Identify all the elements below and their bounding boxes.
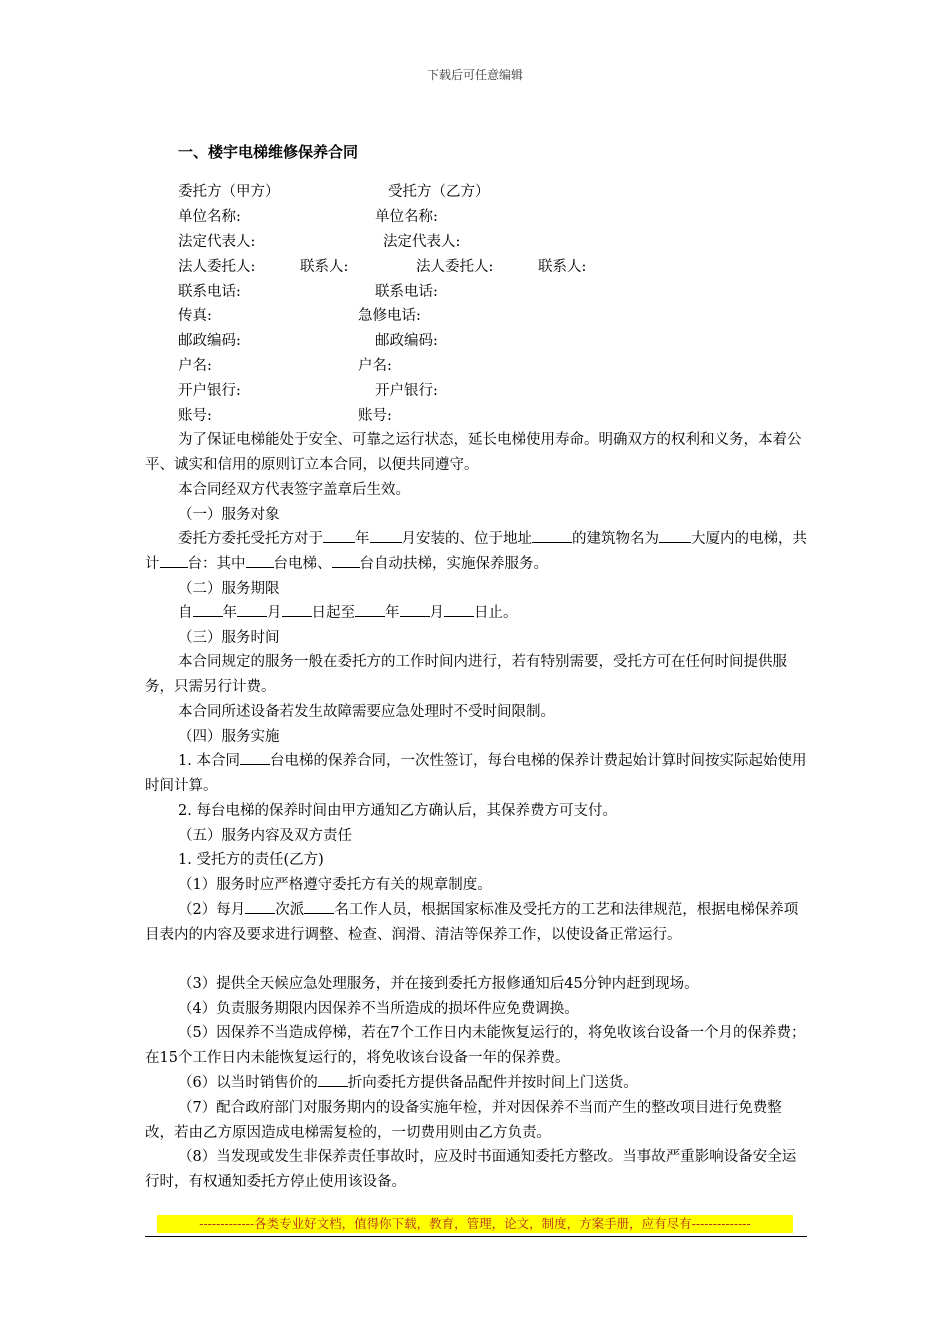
blank-field <box>246 553 274 568</box>
section-4-item-2: 2. 每台电梯的保养时间由甲方通知乙方确认后，其保养费方可支付。 <box>178 803 617 819</box>
section-3-heading: （三）服务时间 <box>178 630 280 646</box>
party-b-legal-rep: 法定代表人: <box>383 234 461 250</box>
party-b-delegate: 法人委托人: <box>416 259 494 275</box>
party-a-phone: 联系电话: <box>178 284 241 300</box>
party-b-bank: 开户银行: <box>375 383 438 399</box>
party-b-contact: 联系人: <box>538 259 587 275</box>
responsibility-1: （1）服务时应严格遵守委托方有关的规章制度。 <box>178 877 492 893</box>
footer-banner: -------------各类专业好文档，值得你下载，教育，管理，论文，制度，方案手册，应有尽有-------------- <box>157 1215 793 1233</box>
responsibility-3: （3）提供全天候应急处理服务，并在接到委托方报修通知后45分钟内赶到现场。 <box>178 976 699 992</box>
party-b-emergency-phone: 急修电话: <box>358 308 421 324</box>
blank-field <box>332 553 360 568</box>
blank-field <box>245 899 275 914</box>
blank-field <box>400 602 430 617</box>
blank-field <box>318 1072 348 1087</box>
party-a-fax: 传真: <box>178 308 212 324</box>
party-a-postcode: 邮政编码: <box>178 333 241 349</box>
party-a-delegate: 法人委托人: <box>178 259 256 275</box>
effective-paragraph: 本合同经双方代表签字盖章后生效。 <box>178 482 410 498</box>
party-a-label: 委托方（甲方） <box>178 184 280 200</box>
section-1-paragraph: 委托方委托受托方对于 年 月安装的、位于地址 的建筑物名为 大厦内的电梯，共计 台：其中 台电梯、 台自动扶梯，实施保养服务。 <box>145 527 807 576</box>
party-a-bank: 开户银行: <box>178 383 241 399</box>
section-2-heading: （二）服务期限 <box>178 581 280 597</box>
section-5-heading: （五）服务内容及双方责任 <box>178 828 352 844</box>
party-b-account-name: 户名: <box>358 358 392 374</box>
party-b-label: 受托方（乙方） <box>388 184 490 200</box>
blank-field <box>323 528 355 543</box>
blank-field <box>444 602 474 617</box>
intro-paragraph: 为了保证电梯能处于安全、可靠之运行状态，延长电梯使用寿命。明确双方的权利和义务，本着公平、诚实和信用的原则订立本合同，以便共同遵守。 <box>145 432 802 473</box>
responsibility-2: （2）每月 次派 名工作人员，根据国家标准及受托方的工艺和法律规范，根据电梯保养项目表内的内容及要求进行调整、检查、润滑、清洁等保养工作，以使设备正常运行。 <box>145 898 807 947</box>
section-4-heading: （四）服务实施 <box>178 729 280 745</box>
blank-field <box>282 602 312 617</box>
party-a-unit: 单位名称: <box>178 209 241 225</box>
responsibility-6: （6）以当时销售价的 折向委托方提供备品配件并按时间上门送货。 <box>145 1071 807 1096</box>
blank-field <box>659 528 691 543</box>
section-2-paragraph: 自 年 月 日起至 年 月 日止。 <box>145 601 807 626</box>
section-4-item-1: 1. 本合同 台电梯的保养合同，一次性签订，每台电梯的保养计费起始计算时间按实际起始使用时间计算。 <box>145 749 807 798</box>
party-a-account-no: 账号: <box>178 408 212 424</box>
blank-field <box>532 528 572 543</box>
blank-field <box>355 602 385 617</box>
party-a-contact: 联系人: <box>300 259 349 275</box>
party-a-legal-rep: 法定代表人: <box>178 234 256 250</box>
responsibility-4: （4）负责服务期限内因保养不当所造成的损坏件应免费调换。 <box>178 1001 579 1017</box>
party-b-account-no: 账号: <box>358 408 392 424</box>
party-b-unit: 单位名称: <box>375 209 438 225</box>
party-a-account-name: 户名: <box>178 358 212 374</box>
responsibility-8: （8）当发现或发生非保养责任事故时，应及时书面通知委托方整改。当事故严重影响设备安全运行时，有权通知委托方停止使用该设备。 <box>145 1149 797 1190</box>
section-5-subheading: 1. 受托方的责任(乙方) <box>178 852 324 868</box>
blank-field <box>160 553 188 568</box>
blank-field <box>193 602 223 617</box>
contract-title: 一、楼宇电梯维修保养合同 <box>178 143 359 161</box>
page-header: 下载后可任意编辑 <box>426 68 523 82</box>
blank-field <box>304 899 334 914</box>
party-b-postcode: 邮政编码: <box>375 333 438 349</box>
blank-field <box>240 750 270 765</box>
section-3-paragraph-1: 本合同规定的服务一般在委托方的工作时间内进行，若有特别需要，受托方可在任何时间提供服务，只需另行计费。 <box>145 654 787 695</box>
responsibility-5: （5）因保养不当造成停梯，若在7个工作日内未能恢复运行的，将免收该台设备一个月的保养费；在15个工作日内未能恢复运行的，将免收该台设备一年的保养费。 <box>145 1025 806 1066</box>
party-b-phone: 联系电话: <box>375 284 438 300</box>
footer-divider <box>145 1236 807 1237</box>
blank-field <box>237 602 267 617</box>
section-3-paragraph-2: 本合同所述设备若发生故障需要应急处理时不受时间限制。 <box>178 704 555 720</box>
responsibility-7: （7）配合政府部门对服务期内的设备实施年检，并对因保养不当而产生的整改项目进行免费整改，若由乙方原因造成电梯需复检的，一切费用则由乙方负责。 <box>145 1100 782 1141</box>
blank-field <box>370 528 402 543</box>
section-1-heading: （一）服务对象 <box>178 507 280 523</box>
